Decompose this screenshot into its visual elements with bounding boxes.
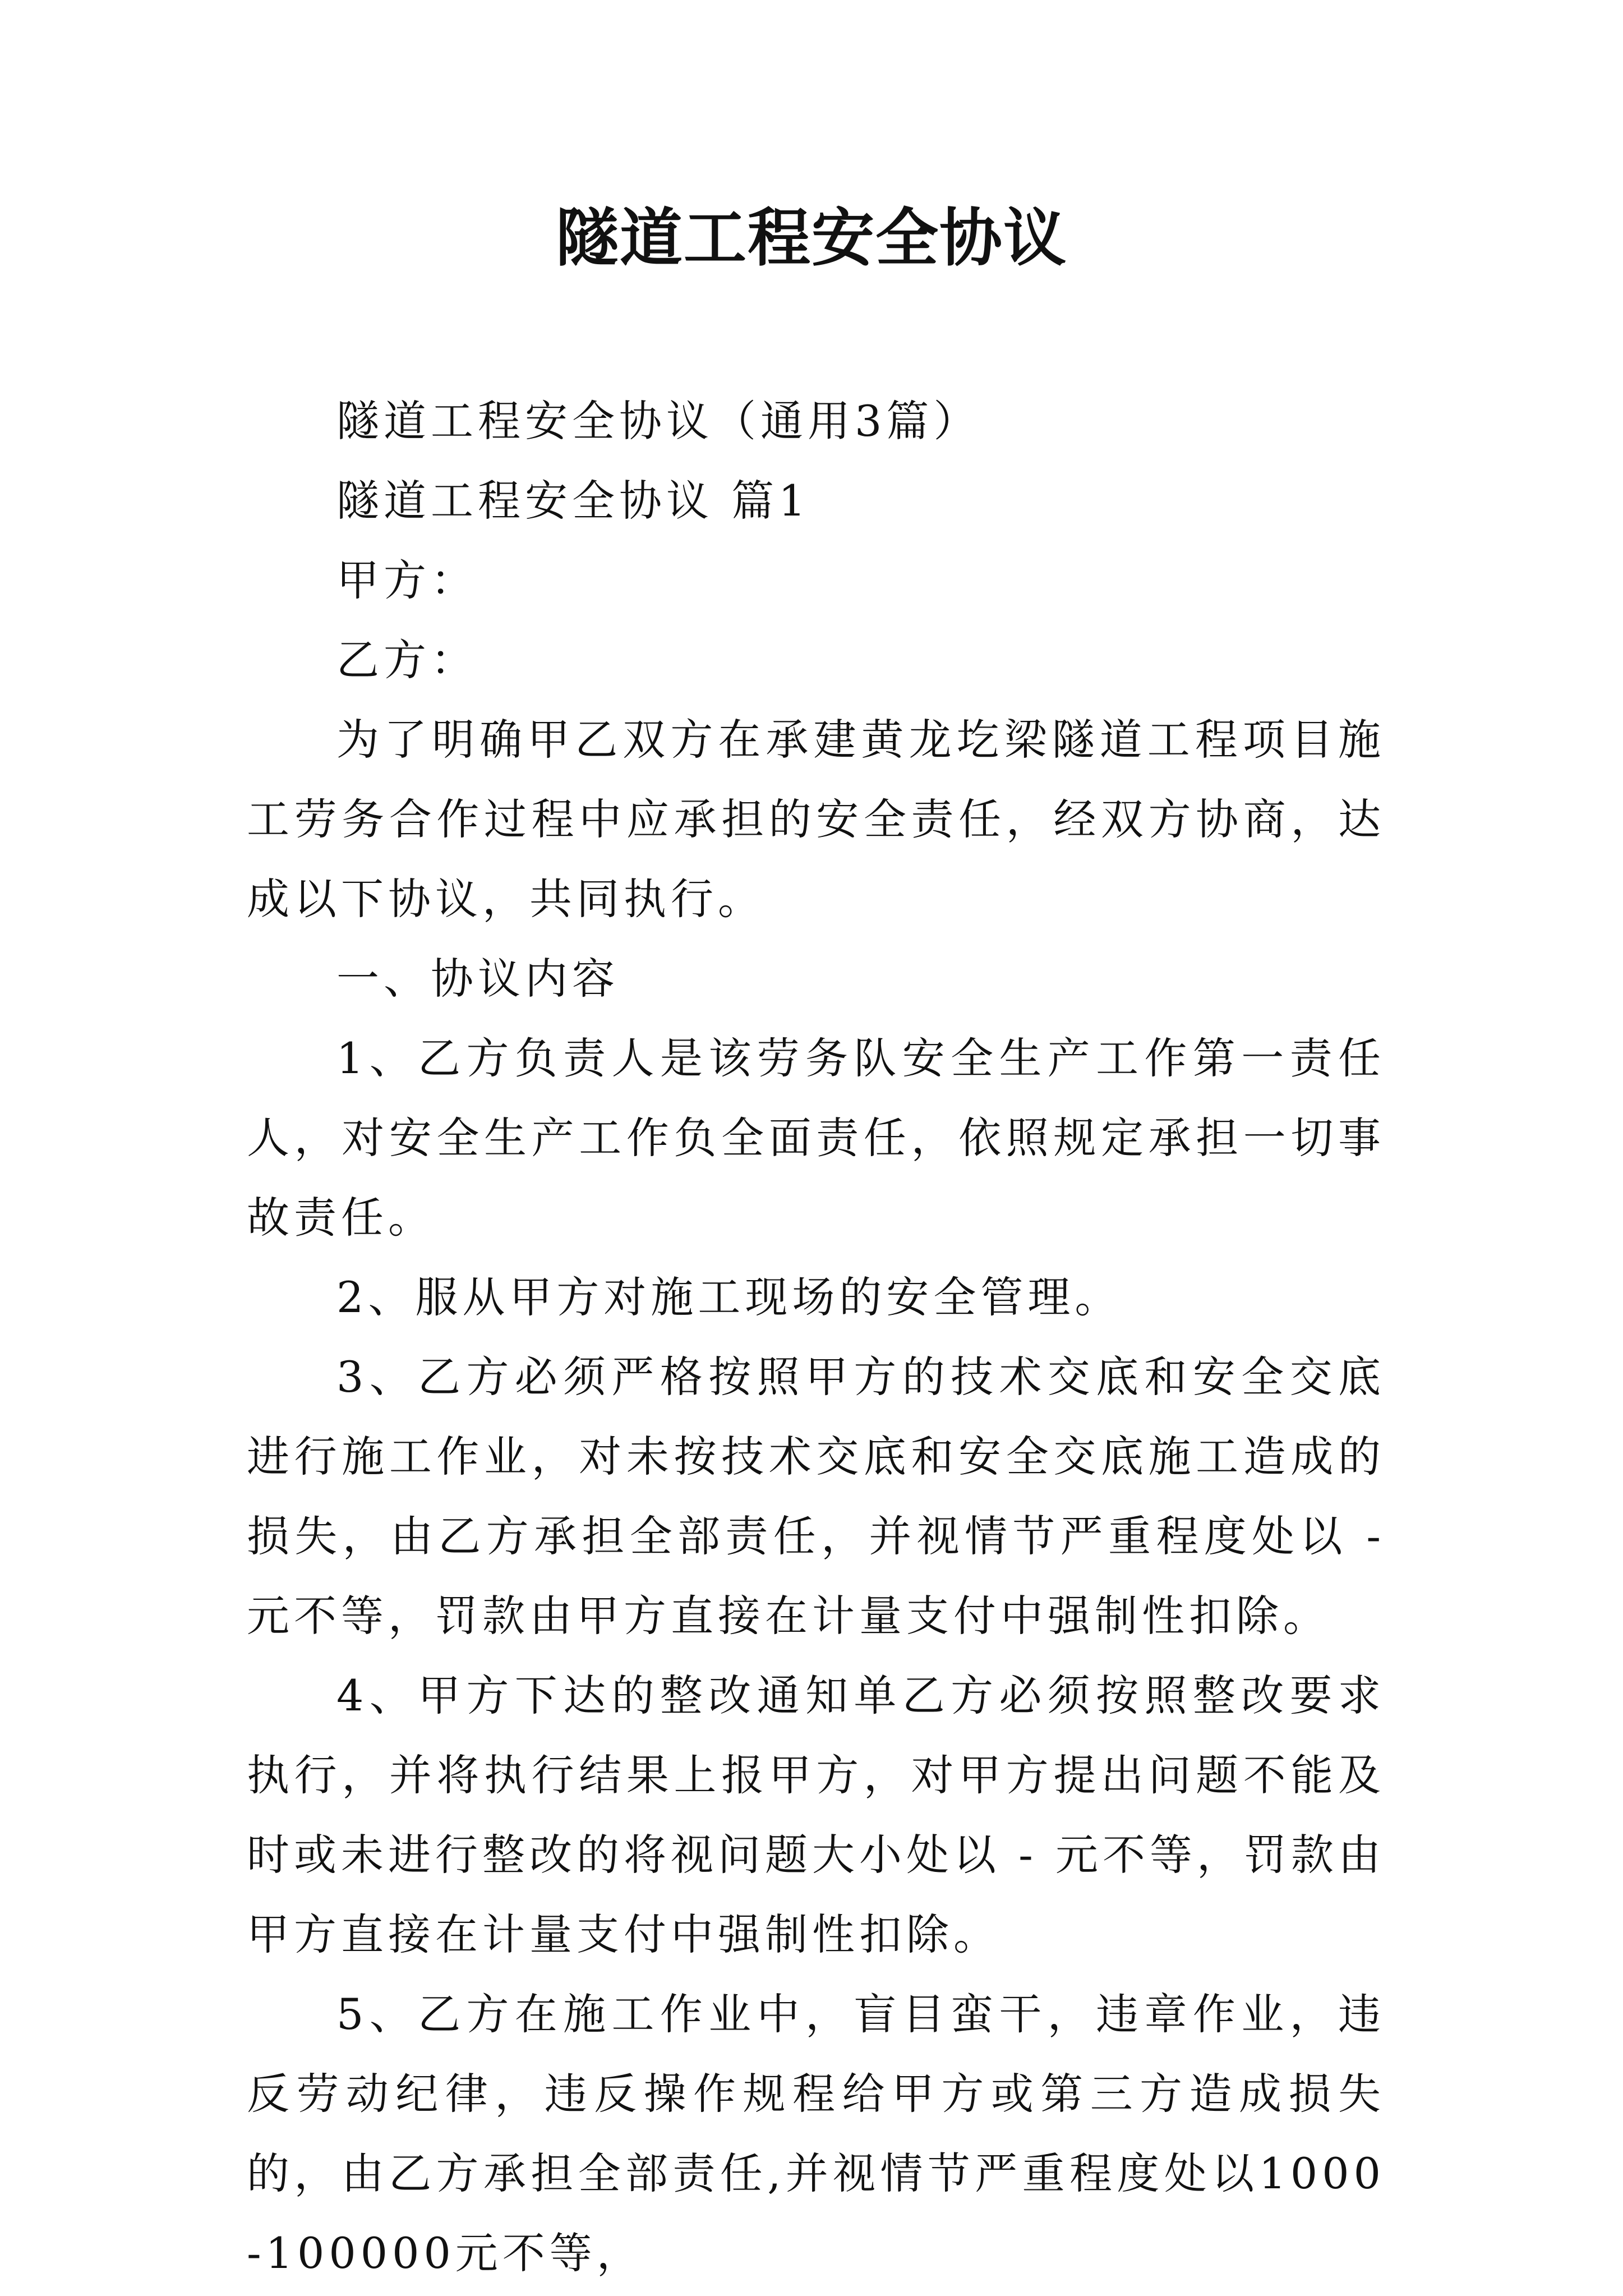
paragraph-section-heading: 隧道工程安全协议 篇1: [336, 476, 810, 526]
paragraph-subtitle: 隧道工程安全协议（通用3篇）: [336, 396, 981, 446]
paragraph-intro: 为了明确甲乙双方在承建黄龙圪梁隧道工程项目施工劳务合作过程中应承担的安全责任，经双方协商，达成以下协议，共同执行。: [247, 715, 1385, 924]
paragraph-clause-2: 2、服从甲方对施工现场的安全管理。: [336, 1272, 1122, 1322]
paragraph-clause-4: 4、甲方下达的整改通知单乙方必须按照整改要求执行，并将执行结果上报甲方，对甲方提出问题不能及时或未进行整改的将视问题大小处以 - 元不等，罚款由甲方直接在计量支付中强制性扣除。: [247, 1671, 1385, 1959]
paragraph-heading-content: 一、协议内容: [336, 954, 619, 1004]
paragraph-party-a: 甲方：: [336, 555, 478, 605]
document-title: 隧道工程安全协议: [556, 201, 1067, 275]
paragraph-clause-1: 1、乙方负责人是该劳务队安全生产工作第一责任人，对安全生产工作负全面责任，依照规定承担一切事故责任。: [247, 1033, 1385, 1243]
paragraph-clause-3: 3、乙方必须严格按照甲方的技术交底和安全交底进行施工作业，对未按技术交底和安全交底施工造成的损失，由乙方承担全部责任，并视情节严重程度处以 - 元不等，罚款由甲方直接在计量支付中强制性扣除。: [247, 1352, 1385, 1641]
document-body: [247, 381, 1385, 2293]
paragraph-party-b: 乙方：: [336, 635, 478, 685]
paragraph-clause-5: 5、乙方在施工作业中，盲目蛮干，违章作业，违反劳动纪律，违反操作规程给甲方或第三方造成损失的，由乙方承担全部责任,并视情节严重程度处以1000-100000元不等，: [247, 1989, 1385, 2278]
